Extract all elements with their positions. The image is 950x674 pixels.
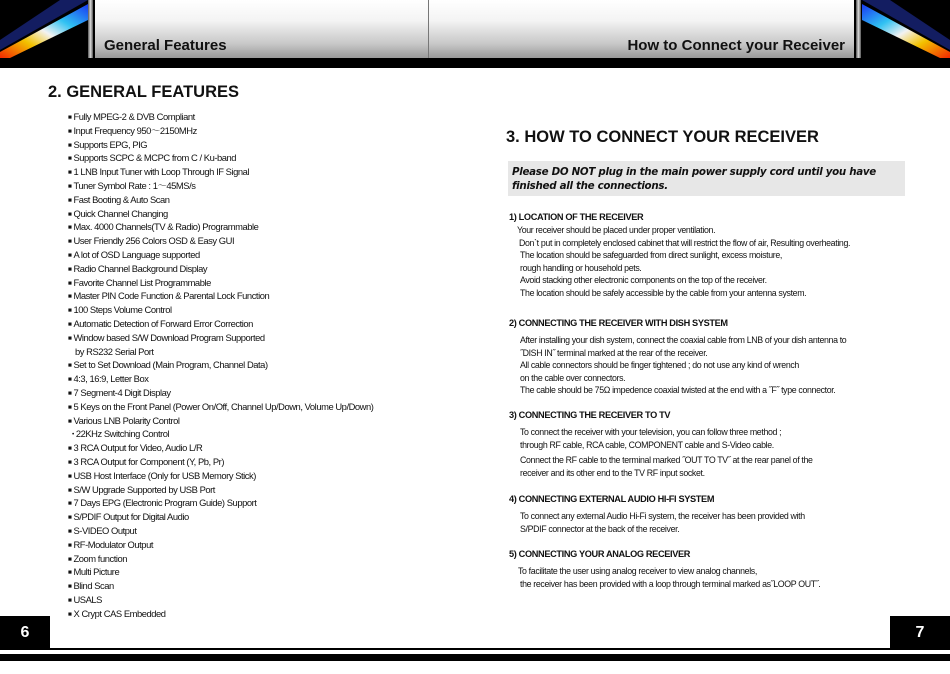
- feature-text: User Friendly 256 Colors OSD & Easy GUI: [73, 235, 235, 247]
- feature-item: [68, 455, 448, 469]
- feature-item: [68, 110, 448, 124]
- square-bullet-icon: ■: [68, 307, 72, 315]
- square-bullet-icon: ■: [68, 514, 72, 522]
- feature-item: [68, 151, 448, 165]
- feature-text: Automatic Detection of Forward Error Correction: [73, 317, 253, 329]
- square-bullet-icon: ■: [68, 196, 72, 204]
- feature-text: USB Host Interface (Only for USB Memory Stick): [73, 469, 256, 481]
- feature-item: [68, 414, 448, 428]
- square-bullet-icon: ■: [68, 265, 72, 273]
- feature-item: [68, 179, 448, 193]
- feature-text: 1 LNB Input Tuner with Loop Through IF Signal: [73, 166, 250, 178]
- square-bullet-icon: ■: [68, 141, 72, 149]
- section-title: 4) CONNECTING EXTERNAL AUDIO HI-FI SYSTEM: [509, 494, 715, 504]
- light-beam-graphic: [862, 0, 950, 58]
- square-bullet-icon: ■: [68, 224, 72, 232]
- feature-item: [68, 262, 448, 276]
- warning-box: [508, 161, 905, 196]
- banner-divider: [428, 0, 429, 58]
- square-bullet-icon: ■: [68, 320, 72, 328]
- feature-text: S-VIDEO Output: [73, 524, 137, 536]
- section-line: The cable should be 75Ω impedence coaxial twisted at the end with a ˝F˝ type connector.: [520, 385, 836, 396]
- feature-item: [68, 607, 448, 621]
- section-dish: [509, 316, 899, 397]
- square-bullet-icon: ■: [68, 596, 72, 604]
- feature-item: [68, 579, 448, 593]
- square-bullet-icon: ■: [68, 334, 72, 342]
- square-bullet-icon: ■: [68, 569, 72, 577]
- banner-edge: [88, 0, 93, 58]
- light-beam-graphic: [0, 0, 88, 58]
- feature-item: [68, 593, 448, 607]
- section-title: 3) CONNECTING THE RECEIVER TO TV: [509, 410, 671, 420]
- square-bullet-icon: ■: [68, 362, 72, 370]
- feature-item: [68, 303, 448, 317]
- feature-text: Window based S/W Download Program Supported: [73, 331, 265, 343]
- feature-item: [68, 331, 448, 345]
- square-bullet-icon: ■: [68, 182, 72, 190]
- feature-text: Multi Picture: [73, 566, 120, 578]
- section-title: 5) CONNECTING YOUR ANALOG RECEIVER: [509, 549, 691, 559]
- section-audio: [509, 492, 899, 535]
- square-bullet-icon: ■: [68, 238, 72, 246]
- feature-item: [68, 524, 448, 538]
- feature-item: [68, 538, 448, 552]
- feature-text: Tuner Symbol Rate : 1～45MS/s: [73, 179, 196, 191]
- section-title: 2) CONNECTING THE RECEIVER WITH DISH SYSTEM: [509, 318, 728, 328]
- feature-item: [68, 317, 448, 331]
- section-analog: [509, 547, 899, 590]
- page-number-right: 7: [890, 616, 950, 650]
- warning-text: Please DO NOT plug in the main power supply cord until you have finished all the connections.: [512, 166, 876, 192]
- feature-item: [68, 400, 448, 414]
- square-bullet-icon: ■: [68, 127, 72, 135]
- square-bullet-icon: ■: [68, 376, 72, 384]
- square-bullet-icon: ■: [68, 486, 72, 494]
- feature-text: Supports EPG, PIG: [73, 138, 148, 150]
- feature-text: Master PIN Code Function & Parental Lock Function: [73, 290, 270, 302]
- square-bullet-icon: ■: [68, 389, 72, 397]
- feature-text: Favorite Channel List Programmable: [73, 276, 211, 288]
- general-features-heading: 2. GENERAL FEATURES: [48, 83, 239, 101]
- feature-text: Input Frequency 950～2150MHz: [73, 124, 197, 136]
- feature-item: [68, 510, 448, 524]
- feature-text: Fully MPEG-2 & DVB Compliant: [73, 111, 195, 122]
- feature-item: [68, 248, 448, 262]
- square-bullet-icon: ■: [68, 210, 72, 218]
- section-location: [509, 210, 899, 300]
- feature-item: [68, 124, 448, 138]
- section-line: S/PDIF connector at the back of the receiver.: [520, 523, 680, 534]
- feature-text: 3 RCA Output for Video, Audio L/R: [73, 442, 203, 454]
- feature-text: Radio Channel Background Display: [73, 262, 208, 274]
- square-bullet-icon: ■: [68, 279, 72, 287]
- dot-bullet-icon: •: [72, 431, 74, 439]
- section-line: ˝DISH IN˝ terminal marked at the rear of the receiver.: [520, 347, 708, 358]
- section-line: To connect the receiver with your television, you can follow three method ;: [520, 427, 782, 437]
- section-line: the receiver has been provided with a loop through terminal marked as˝LOOP OUT˝.: [520, 578, 821, 589]
- feature-text: Fast Booting & Auto Scan: [73, 193, 170, 205]
- footer-rule: [0, 648, 950, 650]
- section-line: Avoid stacking other electronic components on the top of the receiver.: [520, 275, 767, 286]
- decorative-light-image-left: [0, 0, 88, 58]
- feature-text: 3 RCA Output for Component (Y, Pb, Pr): [73, 455, 224, 467]
- feature-item: [68, 193, 448, 207]
- feature-item: [68, 345, 448, 359]
- feature-item: [68, 483, 448, 497]
- feature-text: 22KHz Switching Control: [75, 428, 170, 440]
- feature-item: [68, 358, 448, 372]
- feature-list: [68, 110, 448, 620]
- feature-item: [68, 386, 448, 400]
- feature-text: Zoom function: [73, 552, 128, 564]
- feature-item: [68, 276, 448, 290]
- section-line: rough handling or household pets.: [520, 262, 642, 273]
- section-line: The location should be safely accessible by the cable from your antenna system.: [520, 287, 807, 298]
- section-line: To connect any external Audio Hi-Fi system, the receiver has been provided with: [520, 511, 805, 521]
- feature-item: [68, 289, 448, 303]
- section-line: To facilitate the user using analog receiver to view analog channels,: [518, 566, 757, 576]
- feature-item: [68, 441, 448, 455]
- feature-text: S/PDIF Output for Digital Audio: [73, 511, 189, 523]
- feature-text: by RS232 Serial Port: [75, 345, 154, 357]
- header-left-title: General Features: [104, 37, 227, 54]
- square-bullet-icon: ■: [68, 555, 72, 563]
- page-number-left: 6: [0, 616, 50, 650]
- square-bullet-icon: ■: [68, 293, 72, 301]
- square-bullet-icon: ■: [68, 583, 72, 591]
- section-line: on the cable over connectors.: [520, 372, 626, 383]
- banner-edge: [856, 0, 861, 58]
- feature-text: 7 Days EPG (Electronic Program Guide) Support: [73, 497, 257, 509]
- feature-item: [68, 372, 448, 386]
- feature-text: RF-Modulator Output: [73, 538, 153, 550]
- section-line: All cable connectors should be finger tightened ; do not use any kind of wrench: [520, 360, 799, 371]
- feature-item: [68, 552, 448, 566]
- feature-item: [68, 565, 448, 579]
- feature-text: A lot of OSD Language supported: [73, 248, 200, 260]
- square-bullet-icon: ■: [68, 458, 72, 466]
- header-right-title: How to Connect your Receiver: [627, 37, 845, 54]
- section-line: After installing your dish system, connect the coaxial cable from LNB of your dish antenna to: [520, 335, 847, 345]
- square-bullet-icon: ■: [68, 500, 72, 508]
- decorative-light-image-right: [862, 0, 950, 58]
- feature-text: Max. 4000 Channels(TV & Radio) Programmable: [73, 221, 259, 233]
- section-line: Connect the RF cable to the terminal marked ˝OUT TO TV˝ at the rear panel of the: [520, 455, 813, 466]
- feature-item: [68, 469, 448, 483]
- square-bullet-icon: ■: [68, 417, 72, 425]
- connect-receiver-heading: 3. HOW TO CONNECT YOUR RECEIVER: [506, 128, 819, 146]
- square-bullet-icon: ■: [68, 610, 72, 618]
- feature-text: Blind Scan: [73, 580, 114, 592]
- feature-item: [68, 496, 448, 510]
- section-tv: [509, 408, 899, 479]
- feature-item: [68, 165, 448, 179]
- feature-text: Supports SCPC & MCPC from C / Ku-band: [73, 152, 237, 164]
- feature-text: Set to Set Download (Main Program, Channel Data): [73, 359, 268, 371]
- square-bullet-icon: ■: [68, 472, 72, 480]
- square-bullet-icon: ■: [68, 169, 72, 177]
- section-line: Don`t put in completely enclosed cabinet that will restrict the flow of air, Resulting overheating.: [519, 237, 851, 248]
- feature-text: S/W Upgrade Supported by USB Port: [73, 483, 215, 495]
- feature-text: X Crypt CAS Embedded: [73, 607, 166, 619]
- feature-text: USALS: [73, 593, 102, 605]
- feature-text: 100 Steps Volume Control: [73, 304, 172, 316]
- square-bullet-icon: ■: [68, 403, 72, 411]
- square-bullet-icon: ■: [68, 155, 72, 163]
- feature-text: Various LNB Polarity Control: [73, 414, 180, 426]
- section-line: through RF cable, RCA cable, COMPONENT cable and S-Video cable.: [520, 439, 774, 450]
- section-line: Your receiver should be placed under proper ventilation.: [517, 225, 716, 235]
- feature-item: [68, 234, 448, 248]
- footer-bar: [0, 654, 950, 661]
- square-bullet-icon: ■: [68, 445, 72, 453]
- section-line: receiver and its other end to the TV RF input socket.: [520, 467, 705, 478]
- section-title: 1) LOCATION OF THE RECEIVER: [509, 212, 644, 222]
- feature-text: 4:3, 16:9, Letter Box: [73, 373, 149, 385]
- feature-text: 7 Segment-4 Digit Display: [73, 386, 171, 398]
- square-bullet-icon: ■: [68, 527, 72, 535]
- square-bullet-icon: ■: [68, 251, 72, 259]
- feature-text: 5 Keys on the Front Panel (Power On/Off, Channel Up/Down, Volume Up/Down): [73, 400, 374, 412]
- square-bullet-icon: ■: [68, 541, 72, 549]
- square-bullet-icon: ■: [68, 114, 72, 121]
- feature-item: [68, 427, 448, 441]
- feature-item: [68, 207, 448, 221]
- feature-text: Quick Channel Changing: [73, 207, 168, 219]
- feature-item: [68, 220, 448, 234]
- section-line: The location should be safeguarded from direct sunlight, excess moisture,: [520, 250, 782, 261]
- feature-item: [68, 138, 448, 152]
